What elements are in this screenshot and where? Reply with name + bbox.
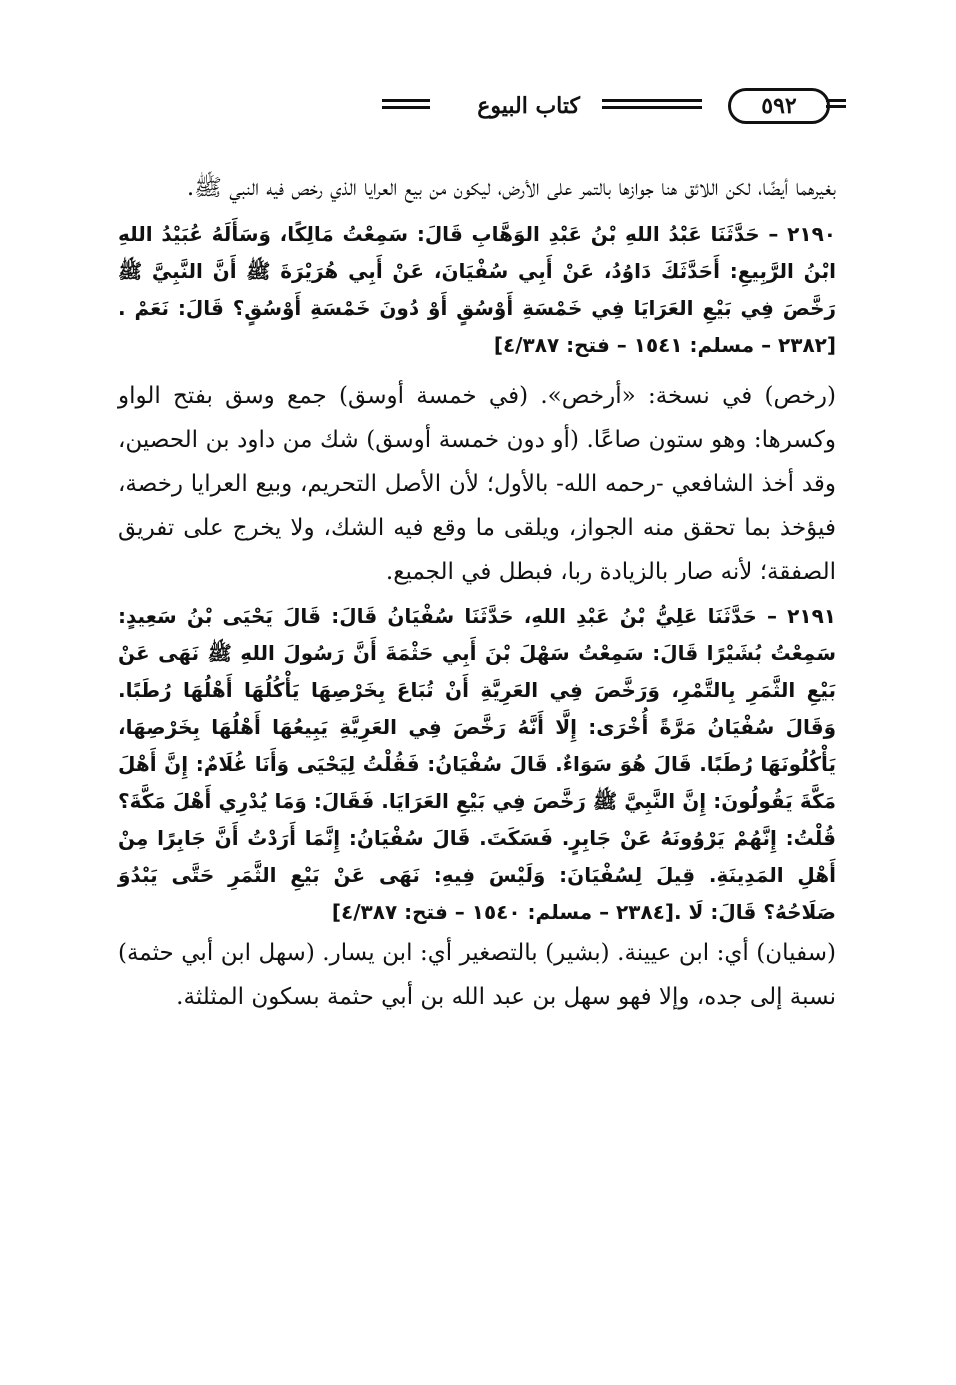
hadith-paragraph: ٢١٩١ – حَدَّثَنَا عَلِيُّ بْنُ عَبْدِ اللهِ، حَدَّثَنَا سُفْيَانُ قَالَ: قَالَ يَحْيَى بْنُ سَعِيدٍ: سَمِعْتُ بُشَيْرًا قَالَ: سَمِعْتُ سَهْلَ بْنَ أَبِي حَثْمَةَ أَنَّ رَسُولَ اللهِ ﷺ نَهَى عَنْ بَيْعِ الثَّمَرِ بِالتَّمْرِ، وَرَخَّصَ فِي العَرِيَّةِ أَنْ تُبَاعَ بِخَرْصِهَا يَأْكُلُهَا أَهْلُهَا رُطَبًا. وَقَالَ سُفْيَانُ مَرَّةً أُخْرَى: إِلَّا أَنَّهُ رَخَّصَ فِي العَرِيَّةِ يَبِيعُهَا أَهْلُهَا بِخَرْصِهَا، يَأْكُلُونَهَا رُطَبًا. قَالَ هُوَ سَوَاءٌ. قَالَ سُفْيَانُ: فَقُلْتُ لِيَحْيَى وَأَنَا غُلَامٌ: إِنَّ أَهْلَ مَكَّةَ يَقُولُونَ: إِنَّ النَّبِيَّ ﷺ رَخَّصَ فِي بَيْعِ العَرَايَا. فَقَالَ: وَمَا يُدْرِي أَهْلَ مَكَّةَ؟ قُلْتُ: إِنَّهُمْ يَرْوُونَهُ عَنْ جَابِرٍ. فَسَكَتَ. قَالَ سُفْيَانُ: إِنَّمَا أَرَدْتُ أَنَّ جَابِرًا مِنْ أَهْلِ المَدِينَةِ. قِيلَ لِسُفْيَانَ: وَلَيْسَ فِيهِ: نَهَى عَنْ بَيْعِ الثَّمَرِ حَتَّى يَبْدُوَ صَلَاحُهُ؟ قَالَ: لَا .[٢٣٨٤ – مسلم: ١٥٤٠ – فتح: ٤/٣٨٧] (118, 604, 836, 924)
commentary-paragraph: بغيرهما أيضًا، لكن اللائق هنا جوازها بالتمر على الأرض، ليكون من بيع العرايا الذي رخص فيه النبي ﷺ. (186, 175, 836, 201)
page-number: ٥٩٢ (761, 93, 797, 119)
page-body (118, 166, 836, 1019)
header-rule-left (382, 99, 430, 109)
header-rule-middle (602, 99, 702, 109)
page-header (120, 88, 830, 126)
header-ornament-right (826, 99, 846, 113)
hadith-paragraph: ٢١٩٠ – حَدَّثَنَا عَبْدُ اللهِ بْنُ عَبْدِ الوَهَّابِ قَالَ: سَمِعْتُ مَالِكًا، وَسَأَلَهُ عُبَيْدُ اللهِ ابْنُ الرَّبِيعِ: أَحَدَّثَكَ دَاوُدُ، عَنْ أَبِي سُفْيَانَ، عَنْ أَبِي هُرَيْرَةَ ﷺ أَنَّ النَّبِيَّ ﷺ رَخَّصَ فِي بَيْعِ العَرَايَا فِي خَمْسَةِ أَوْسُقٍ أَوْ دُونَ خَمْسَةِ أَوْسُقٍ؟ قَالَ: نَعَمْ .[٢٣٨٢ – مسلم: ١٥٤١ – فتح: ٤/٣٨٧] (118, 222, 836, 357)
commentary-paragraph: (سفيان) أي: ابن عيينة. (بشير) بالتصغير أي: ابن يسار. (سهل ابن أبي حثمة) نسبة إلى جده، وإلا فهو سهل بن عبد الله بن أبي حثمة بسكون المثلثة. (118, 940, 836, 1010)
page-number-badge (728, 88, 830, 124)
commentary-paragraph: (رخص) في نسخة: «أرخص». (في خمسة أوسق) جمع وسق بفتح الواو وكسرها: وهو ستون صاعًا. (أو دون خمسة أوسق) شك من داود بن الحصين، وقد أخذ الشافعي -رحمه الله- بالأول؛ لأن الأصل التحريم، وبيع العرايا رخصة، فيؤخذ بما تحقق منه الجواز، ويلقى ما وقع فيه الشك، ولا يخرج على تفريق الصفقة؛ لأنه صار بالزيادة ربا، فبطل في الجميع. (118, 383, 836, 585)
running-title: كتاب البيوع (477, 93, 580, 119)
